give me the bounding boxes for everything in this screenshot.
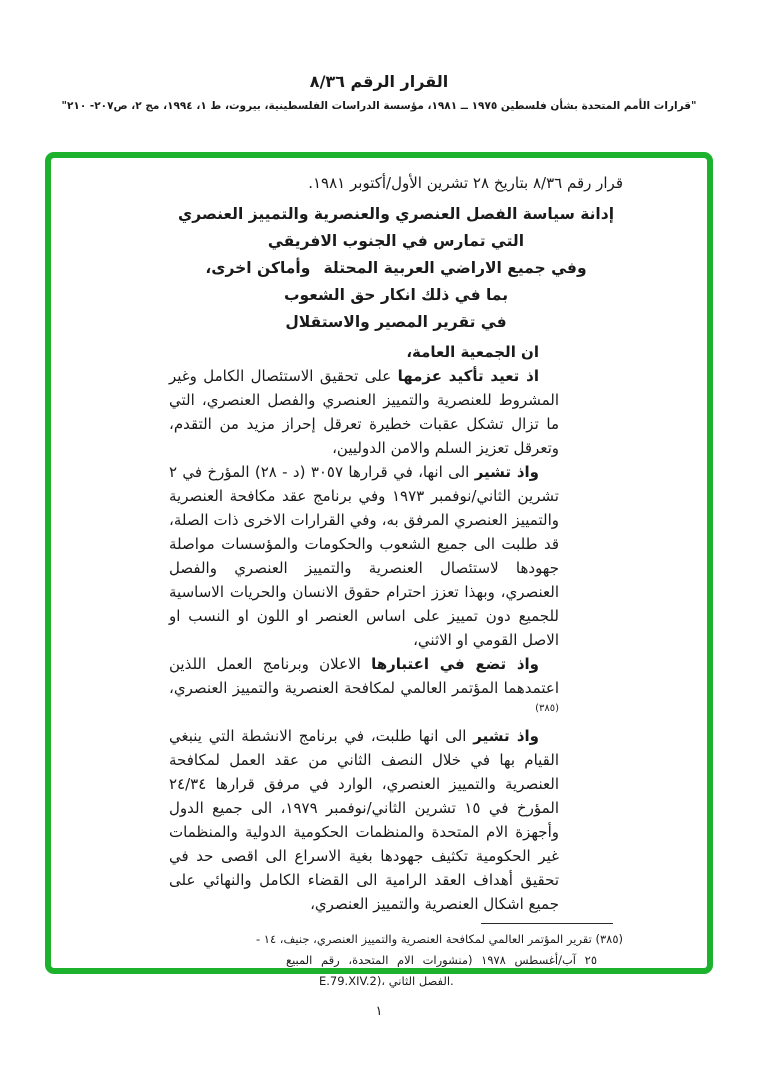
footnote-line: ٢٥ آب/أغسطس ١٩٧٨ (منشورات الام المتحدة، رقم المبيع (285, 953, 597, 967)
footnote-ref: (٣٨٥) (535, 703, 559, 714)
paragraph-lead: واذ تشير (474, 463, 539, 481)
page-number: ١ (375, 1004, 383, 1019)
body-paragraph: واذ تضع في اعتبارها الاعلان وبرنامج العمل اللذين اعتمدهما المؤتمر العالمي لمكافحة العنصرية والتمييز العنصري،$^{(٣٨٥)}$ (169, 655, 559, 714)
body-paragraph: واذ تشير الى انها طلبت، في برنامج الانشطة التي ينبغي القيام بها في خلال النصف الثاني من عقد العمل لمكافحة العنصرية والتمييز العنصري، الوارد في مرفق قرارها ٢٤/٣٤ المؤرخ في ١٥ تشرين الثاني/نوفمبر ١٩٧٩، الى جميع الدول وأجهزة الام المتحدة والمنظمات الحكومية الدولية والمنظمات غير الحكومية تكثيف جهودها بغية الاسراع الى اقصى حد في تحقيق أهداف العقد الرامية الى القضاء الكامل والنهائي على جميع اشكال العنصرية والتمييز العنصري، (169, 727, 559, 913)
doc-title-line: وفي جميع الاراضي العربية المحتلة وأماكن اخرى، (205, 259, 587, 277)
source-citation: "قرارات الأمم المتحدة بشأن فلسطين ١٩٧٥ ــ ١٩٨١، مؤسسة الدراسات الفلسطينية، بيروت، ط ١، ١٩٩٤، مج ٢، ص٢٠٧- ٢١٠" (61, 100, 697, 112)
footnote-block (169, 923, 623, 992)
paragraph-lead: اذ تعيد تأكيد عزمها (397, 367, 539, 385)
resolution-number-heading: القرار الرقم ٨/٣٦ (309, 72, 449, 91)
resolution-date-line: قرار رقم ٨/٣٦ بتاريخ ٢٨ تشرين الأول/أكتوبر ١٩٨١. (308, 174, 623, 192)
paragraph-lead: واذ تضع في اعتبارها (371, 655, 539, 673)
footnote-line: E.79.XIV.2)، الفصل الثاني. (319, 974, 454, 988)
page-header (0, 72, 758, 112)
green-document-frame (45, 152, 713, 988)
footnote-lines (169, 929, 623, 992)
footnote-line: (٣٨٥) تقرير المؤتمر العالمي لمكافحة العنصرية والتمييز العنصري، جنيف، ١٤ - (255, 932, 623, 946)
doc-title-line: في تقرير المصير والاستقلال (285, 313, 507, 331)
doc-title-line: بما في ذلك انكار حق الشعوب (283, 286, 509, 304)
resolution-title-block (169, 201, 623, 336)
paragraph-lead: واذ تشير (473, 727, 539, 745)
body-paragraph: اذ تعيد تأكيد عزمها على تحقيق الاستئصال الكامل وغير المشروط للعنصرية والتمييز العنصري والفصل العنصري، التي ما تزال تشكل عقبات خطيرة تعرقل إحراز مزيد من التقدم، وتعرقل تعزيز السلم والامن الدوليين، (169, 367, 559, 457)
footnote-separator (481, 923, 613, 924)
opening-line: ان الجمعية العامة، (406, 343, 539, 361)
resolution-text-block (169, 340, 623, 916)
doc-title-line: التي تمارس في الجنوب الافريقي (267, 232, 525, 250)
body-paragraph: واذ تشير الى انها، في قرارها ٣٠٥٧ (د - ٢٨) المؤرخ في ٢ تشرين الثاني/نوفمبر ١٩٧٣ وفي برنامج عقد مكافحة العنصرية والتمييز العنصري المرفق به، وفي القرارات الاخرى ذات الصلة، قد طلبت الى جميع الشعوب والحكومات والمؤسسات مواصلة جهودها لاستئصال العنصرية والتمييز العنصري والفصل العنصري، وبهذا تعزز احترام حقوق الانسان والحريات الاساسية للجميع دون تمييز على اساس العنصر او اللون او النسب او الاصل القومي او الاثني، (169, 463, 559, 649)
doc-title-line: إدانة سياسة الفصل العنصري والعنصرية والتمييز العنصري (177, 205, 615, 223)
document-body (51, 158, 707, 988)
